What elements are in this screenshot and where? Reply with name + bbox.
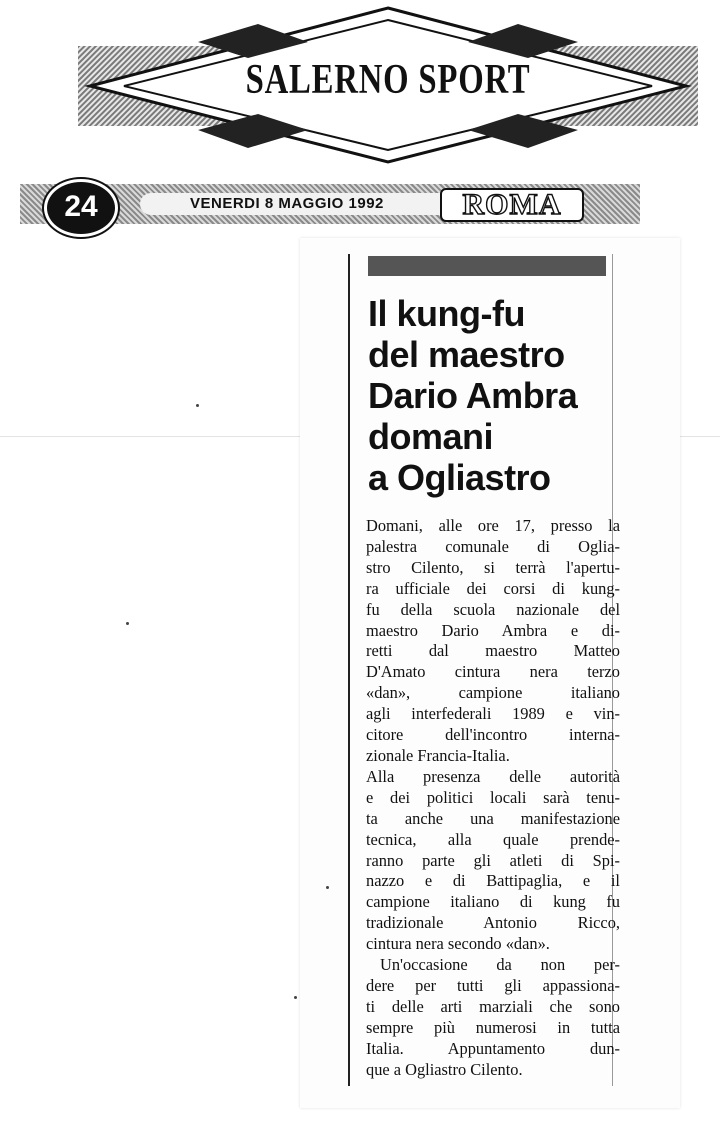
body-line: tradizionale Antonio Ricco, xyxy=(366,913,620,933)
section-masthead xyxy=(78,6,698,166)
body-line: campione italiano di kung fu xyxy=(366,892,620,912)
body-line: D'Amato cintura nera terzo xyxy=(366,662,620,682)
page-number: 24 xyxy=(64,190,98,223)
print-speck xyxy=(294,996,297,999)
page-number-badge xyxy=(44,179,118,237)
body-line: zionale Francia-Italia. xyxy=(366,745,510,765)
body-line: maestro Dario Ambra e di- xyxy=(366,620,620,640)
body-line: Domani, alle ore 17, presso la xyxy=(366,516,620,535)
publication-name: ROMA xyxy=(462,188,562,221)
body-line: ranno parte gli atleti di Spi- xyxy=(366,850,620,870)
body-line: ti delle arti marziali che sono xyxy=(366,996,620,1016)
body-line: dere per tutti gli appassiona- xyxy=(366,975,620,995)
article-body xyxy=(366,516,620,1080)
body-line: ra ufficiale dei corsi di kung- xyxy=(366,578,620,598)
body-line: Alla presenza delle autorità xyxy=(366,766,620,786)
article-clipping xyxy=(300,238,680,1108)
body-line: que a Ogliastro Cilento. xyxy=(366,1059,523,1079)
body-line: stro Cilento, si terrà l'apertu- xyxy=(366,557,620,577)
body-line: nazzo e di Battipaglia, e il xyxy=(366,871,620,891)
body-line: ta anche una manifestazione xyxy=(366,808,620,828)
body-line: cintura nera secondo «dan». xyxy=(366,934,550,954)
body-line: «dan», campione italiano xyxy=(366,683,620,703)
article-top-bar xyxy=(368,256,606,276)
body-line: sempre più numerosi in tutta xyxy=(366,1017,620,1037)
column-rule-left xyxy=(348,254,350,1086)
headline-line: domani xyxy=(368,416,494,457)
article-headline xyxy=(368,293,618,498)
publication-logo xyxy=(440,188,584,222)
body-line: Un'occasione da non per- xyxy=(380,955,620,975)
body-line: retti dal maestro Matteo xyxy=(366,641,620,661)
headline-line: Dario Ambra xyxy=(368,375,578,416)
print-speck xyxy=(196,404,199,407)
section-title: SALERNO SPORT xyxy=(245,57,531,103)
body-line: palestra comunale di Oglia- xyxy=(366,536,620,556)
headline-line: Il kung-fu xyxy=(368,293,525,334)
date-band xyxy=(0,176,720,236)
issue-date: VENERDI 8 MAGGIO 1992 xyxy=(190,195,384,212)
print-speck xyxy=(126,622,129,625)
body-line: fu della scuola nazionale del xyxy=(366,599,620,619)
body-line: agli interfederali 1989 e vin- xyxy=(366,704,620,724)
print-speck xyxy=(326,886,329,889)
body-line: e dei politici locali sarà tenu- xyxy=(366,787,620,807)
body-line: citore dell'incontro interna- xyxy=(366,725,620,745)
body-line: tecnica, alla quale prende- xyxy=(366,829,620,849)
headline-line: a Ogliastro xyxy=(368,457,551,498)
body-line: Italia. Appuntamento dun- xyxy=(366,1038,620,1058)
headline-line: del maestro xyxy=(368,334,565,375)
